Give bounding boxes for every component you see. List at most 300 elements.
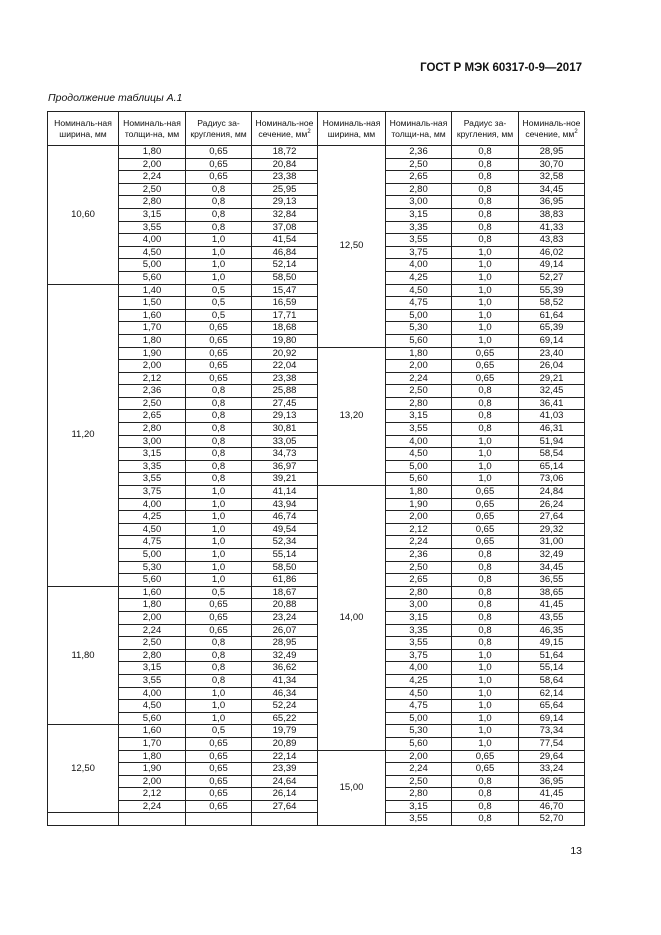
left-radius-cell: 0,5 xyxy=(186,309,252,322)
left-thickness-cell: 1,60 xyxy=(119,725,186,738)
table-row xyxy=(48,473,585,486)
table-row xyxy=(48,171,585,184)
right-radius-cell: 0,8 xyxy=(452,561,519,574)
left-thickness-cell: 1,60 xyxy=(119,309,186,322)
left-thickness-cell: 2,80 xyxy=(119,649,186,662)
left-section-cell: 23,24 xyxy=(252,611,318,624)
left-thickness-cell: 2,12 xyxy=(119,788,186,801)
table-row xyxy=(48,536,585,549)
table-row xyxy=(48,460,585,473)
right-thickness-cell: 2,80 xyxy=(386,586,452,599)
right-radius-cell: 1,0 xyxy=(452,725,519,738)
right-section-cell: 32,58 xyxy=(519,171,585,184)
left-thickness-cell: 4,00 xyxy=(119,498,186,511)
right-section-cell: 61,64 xyxy=(519,309,585,322)
left-section-cell: 34,73 xyxy=(252,448,318,461)
left-thickness-cell: 2,50 xyxy=(119,183,186,196)
left-radius-cell: 0,65 xyxy=(186,775,252,788)
left-radius-cell: 1,0 xyxy=(186,712,252,725)
left-thickness-cell: 4,50 xyxy=(119,523,186,536)
left-radius-cell: 0,65 xyxy=(186,750,252,763)
left-thickness-cell: 1,50 xyxy=(119,297,186,310)
right-thickness-cell: 3,55 xyxy=(386,234,452,247)
right-thickness-cell: 4,50 xyxy=(386,284,452,297)
left-thickness-cell: 3,35 xyxy=(119,460,186,473)
right-thickness-cell: 2,24 xyxy=(386,536,452,549)
right-section-cell: 27,64 xyxy=(519,511,585,524)
left-section-cell: 27,64 xyxy=(252,800,318,813)
left-radius-cell: 1,0 xyxy=(186,271,252,284)
left-radius-cell: 0,8 xyxy=(186,196,252,209)
table-row xyxy=(48,687,585,700)
right-thickness-cell: 4,25 xyxy=(386,674,452,687)
left-radius-cell: 0,65 xyxy=(186,334,252,347)
right-radius-cell: 1,0 xyxy=(452,649,519,662)
right-radius-cell: 0,8 xyxy=(452,611,519,624)
left-thickness-cell: 3,55 xyxy=(119,473,186,486)
left-thickness-cell: 2,24 xyxy=(119,800,186,813)
right-section-cell: 36,95 xyxy=(519,196,585,209)
right-width-cell: 13,20 xyxy=(318,347,386,486)
right-section-cell: 34,45 xyxy=(519,183,585,196)
left-width-cell: 11,20 xyxy=(48,284,119,586)
page-number: 13 xyxy=(570,845,582,857)
right-thickness-cell: 4,75 xyxy=(386,700,452,713)
right-section-cell: 77,54 xyxy=(519,737,585,750)
table-row xyxy=(48,674,585,687)
left-thickness-cell: 2,00 xyxy=(119,611,186,624)
header-thickness-right: Номиналь-ная толщи-на, мм xyxy=(386,112,452,146)
right-thickness-cell: 2,65 xyxy=(386,171,452,184)
table-row xyxy=(48,712,585,725)
left-section-cell: 20,88 xyxy=(252,599,318,612)
left-thickness-cell: 2,50 xyxy=(119,397,186,410)
right-radius-cell: 0,8 xyxy=(452,549,519,562)
right-thickness-cell: 2,12 xyxy=(386,523,452,536)
right-section-cell: 52,70 xyxy=(519,813,585,826)
right-thickness-cell: 3,00 xyxy=(386,196,452,209)
document-code: ГОСТ Р МЭК 60317-0-9—2017 xyxy=(420,62,582,74)
left-thickness-cell: 2,00 xyxy=(119,158,186,171)
right-thickness-cell: 4,00 xyxy=(386,435,452,448)
right-section-cell: 33,24 xyxy=(519,763,585,776)
left-section-cell: 18,72 xyxy=(252,146,318,159)
right-section-cell: 69,14 xyxy=(519,712,585,725)
right-radius-cell: 0,65 xyxy=(452,523,519,536)
right-thickness-cell: 2,50 xyxy=(386,385,452,398)
left-thickness-cell: 5,60 xyxy=(119,712,186,725)
left-thickness-cell: 1,80 xyxy=(119,599,186,612)
right-thickness-cell: 5,30 xyxy=(386,725,452,738)
left-radius-cell: 0,5 xyxy=(186,725,252,738)
left-section-cell: 37,08 xyxy=(252,221,318,234)
left-section-cell: 18,67 xyxy=(252,586,318,599)
table-row xyxy=(48,775,585,788)
right-thickness-cell: 5,60 xyxy=(386,737,452,750)
right-section-cell: 58,64 xyxy=(519,674,585,687)
right-section-cell: 69,14 xyxy=(519,334,585,347)
left-radius-cell: 1,0 xyxy=(186,700,252,713)
right-section-cell: 73,06 xyxy=(519,473,585,486)
right-radius-cell: 0,65 xyxy=(452,486,519,499)
right-radius-cell: 0,8 xyxy=(452,397,519,410)
right-section-cell: 46,70 xyxy=(519,800,585,813)
left-radius-cell: 0,8 xyxy=(186,183,252,196)
dimensions-table xyxy=(47,111,585,826)
left-section-cell: 23,39 xyxy=(252,763,318,776)
table-row xyxy=(48,423,585,436)
right-radius-cell: 0,8 xyxy=(452,234,519,247)
left-radius-cell: 0,65 xyxy=(186,360,252,373)
left-section-cell: 46,84 xyxy=(252,246,318,259)
right-radius-cell: 0,8 xyxy=(452,813,519,826)
right-section-cell: 51,94 xyxy=(519,435,585,448)
header-width-left: Номиналь-ная ширина, мм xyxy=(48,112,119,146)
right-thickness-cell: 4,00 xyxy=(386,259,452,272)
left-radius-cell: 0,65 xyxy=(186,146,252,159)
left-radius-cell: 1,0 xyxy=(186,234,252,247)
table-row xyxy=(48,146,585,159)
right-radius-cell: 0,8 xyxy=(452,410,519,423)
left-radius-cell: 0,8 xyxy=(186,397,252,410)
left-radius-cell: 0,8 xyxy=(186,423,252,436)
left-section-cell: 22,14 xyxy=(252,750,318,763)
right-section-cell: 26,24 xyxy=(519,498,585,511)
right-section-cell: 29,32 xyxy=(519,523,585,536)
table-row xyxy=(48,611,585,624)
left-section-cell: 19,80 xyxy=(252,334,318,347)
table-row xyxy=(48,297,585,310)
left-section-cell: 52,14 xyxy=(252,259,318,272)
left-section-cell: 39,21 xyxy=(252,473,318,486)
left-thickness-cell: 1,60 xyxy=(119,586,186,599)
right-thickness-cell: 2,80 xyxy=(386,397,452,410)
right-section-cell: 38,83 xyxy=(519,208,585,221)
right-thickness-cell: 2,24 xyxy=(386,372,452,385)
left-thickness-cell: 5,60 xyxy=(119,271,186,284)
right-thickness-cell: 1,90 xyxy=(386,498,452,511)
right-radius-cell: 1,0 xyxy=(452,435,519,448)
left-radius-cell: 0,8 xyxy=(186,637,252,650)
right-thickness-cell: 5,00 xyxy=(386,460,452,473)
right-thickness-cell: 2,50 xyxy=(386,775,452,788)
right-thickness-cell: 3,15 xyxy=(386,611,452,624)
left-radius-cell: 0,65 xyxy=(186,611,252,624)
left-radius-cell: 0,8 xyxy=(186,448,252,461)
table-row xyxy=(48,662,585,675)
table-row xyxy=(48,561,585,574)
table-caption: Продолжение таблицы А.1 xyxy=(48,92,183,104)
left-thickness-cell: 3,15 xyxy=(119,662,186,675)
right-radius-cell: 1,0 xyxy=(452,297,519,310)
left-radius-cell: 0,8 xyxy=(186,662,252,675)
right-section-cell: 24,84 xyxy=(519,486,585,499)
left-radius-cell: 0,65 xyxy=(186,372,252,385)
right-section-cell: 36,41 xyxy=(519,397,585,410)
right-radius-cell: 0,8 xyxy=(452,385,519,398)
right-section-cell: 32,45 xyxy=(519,385,585,398)
left-thickness-cell: 4,25 xyxy=(119,511,186,524)
left-section-cell: 23,38 xyxy=(252,372,318,385)
left-section-cell: 26,14 xyxy=(252,788,318,801)
left-thickness-cell: 5,00 xyxy=(119,549,186,562)
left-radius-cell: 1,0 xyxy=(186,561,252,574)
right-section-cell: 46,35 xyxy=(519,624,585,637)
left-radius-cell: 0,5 xyxy=(186,586,252,599)
left-section-cell: 15,47 xyxy=(252,284,318,297)
left-thickness-cell: 1,70 xyxy=(119,737,186,750)
table-row xyxy=(48,385,585,398)
table-row xyxy=(48,523,585,536)
left-thickness-cell: 2,50 xyxy=(119,637,186,650)
right-radius-cell: 1,0 xyxy=(452,662,519,675)
right-radius-cell: 1,0 xyxy=(452,246,519,259)
left-thickness-cell: 2,80 xyxy=(119,196,186,209)
right-section-cell: 62,14 xyxy=(519,687,585,700)
left-section-cell: 55,14 xyxy=(252,549,318,562)
left-section-cell: 20,92 xyxy=(252,347,318,360)
right-section-cell: 43,55 xyxy=(519,611,585,624)
table-row xyxy=(48,763,585,776)
left-thickness-cell: 5,00 xyxy=(119,259,186,272)
left-section-cell: 36,97 xyxy=(252,460,318,473)
left-section-cell: 46,34 xyxy=(252,687,318,700)
right-thickness-cell: 2,80 xyxy=(386,788,452,801)
left-radius-cell: 1,0 xyxy=(186,511,252,524)
left-section-cell: 36,62 xyxy=(252,662,318,675)
left-radius-cell: 0,65 xyxy=(186,763,252,776)
table-row xyxy=(48,360,585,373)
right-radius-cell: 0,8 xyxy=(452,208,519,221)
left-radius-cell: 0,65 xyxy=(186,737,252,750)
right-section-cell: 58,54 xyxy=(519,448,585,461)
table-row xyxy=(48,271,585,284)
right-thickness-cell: 2,50 xyxy=(386,561,452,574)
table-row xyxy=(48,725,585,738)
left-thickness-cell: 3,15 xyxy=(119,208,186,221)
left-thickness-cell: 4,00 xyxy=(119,234,186,247)
right-thickness-cell: 3,00 xyxy=(386,599,452,612)
right-section-cell: 58,52 xyxy=(519,297,585,310)
right-radius-cell: 0,65 xyxy=(452,360,519,373)
left-thickness-cell: 4,75 xyxy=(119,536,186,549)
table-row xyxy=(48,448,585,461)
header-section-right: Номиналь-ное сечение, $мм^2$ xyxy=(519,112,585,146)
right-radius-cell: 0,8 xyxy=(452,158,519,171)
left-thickness-cell: 1,90 xyxy=(119,347,186,360)
table-row xyxy=(48,435,585,448)
table-row xyxy=(48,259,585,272)
right-section-cell: 51,64 xyxy=(519,649,585,662)
left-thickness-cell: 2,36 xyxy=(119,385,186,398)
left-radius-cell: 1,0 xyxy=(186,549,252,562)
left-section-cell: 30,81 xyxy=(252,423,318,436)
right-thickness-cell: 2,50 xyxy=(386,158,452,171)
left-radius-cell: 1,0 xyxy=(186,498,252,511)
left-thickness-cell: 3,55 xyxy=(119,221,186,234)
left-section-cell: 41,34 xyxy=(252,674,318,687)
left-radius-cell: 0,8 xyxy=(186,410,252,423)
left-section-cell: 29,13 xyxy=(252,196,318,209)
right-section-cell: 46,31 xyxy=(519,423,585,436)
left-section-cell: 28,95 xyxy=(252,637,318,650)
right-thickness-cell: 3,15 xyxy=(386,800,452,813)
left-thickness-cell: 2,00 xyxy=(119,775,186,788)
right-radius-cell: 0,8 xyxy=(452,574,519,587)
right-thickness-cell: 1,80 xyxy=(386,486,452,499)
left-section-cell: 61,86 xyxy=(252,574,318,587)
left-thickness-cell: 4,50 xyxy=(119,700,186,713)
left-radius-cell: 1,0 xyxy=(186,246,252,259)
left-radius-cell: 0,5 xyxy=(186,284,252,297)
right-section-cell: 49,15 xyxy=(519,637,585,650)
right-section-cell: 55,39 xyxy=(519,284,585,297)
table-row xyxy=(48,624,585,637)
right-section-cell: 36,55 xyxy=(519,574,585,587)
header-width-right: Номиналь-ная ширина, мм xyxy=(318,112,386,146)
left-thickness-cell: 5,60 xyxy=(119,574,186,587)
left-section-cell: 23,38 xyxy=(252,171,318,184)
left-radius-cell: 0,8 xyxy=(186,221,252,234)
left-radius-cell: 0,65 xyxy=(186,788,252,801)
left-section-cell: 49,54 xyxy=(252,523,318,536)
right-radius-cell: 0,8 xyxy=(452,171,519,184)
right-thickness-cell: 5,00 xyxy=(386,309,452,322)
table-row xyxy=(48,486,585,499)
left-section-cell: 17,71 xyxy=(252,309,318,322)
table-row xyxy=(48,234,585,247)
right-thickness-cell: 5,60 xyxy=(386,334,452,347)
right-section-cell: 28,95 xyxy=(519,146,585,159)
table-row xyxy=(48,700,585,713)
table-row xyxy=(48,511,585,524)
right-radius-cell: 1,0 xyxy=(452,460,519,473)
left-radius-cell: 0,8 xyxy=(186,674,252,687)
right-radius-cell: 0,65 xyxy=(452,498,519,511)
left-radius-cell: 0,65 xyxy=(186,599,252,612)
right-thickness-cell: 4,50 xyxy=(386,448,452,461)
left-thickness-cell: 3,15 xyxy=(119,448,186,461)
table-row xyxy=(48,637,585,650)
right-thickness-cell: 3,75 xyxy=(386,246,452,259)
right-thickness-cell: 4,75 xyxy=(386,297,452,310)
right-section-cell: 38,65 xyxy=(519,586,585,599)
left-radius-cell: 0,8 xyxy=(186,460,252,473)
left-thickness-cell: 5,30 xyxy=(119,561,186,574)
left-thickness-cell: 2,80 xyxy=(119,423,186,436)
right-thickness-cell: 3,15 xyxy=(386,208,452,221)
left-section-cell: 58,50 xyxy=(252,561,318,574)
left-section-cell: 18,68 xyxy=(252,322,318,335)
table-row xyxy=(48,334,585,347)
left-thickness-cell: 2,24 xyxy=(119,171,186,184)
right-section-cell: 41,03 xyxy=(519,410,585,423)
left-radius-cell: 0,65 xyxy=(186,158,252,171)
right-thickness-cell: 3,55 xyxy=(386,637,452,650)
right-radius-cell: 0,65 xyxy=(452,763,519,776)
table-row xyxy=(48,649,585,662)
right-radius-cell: 1,0 xyxy=(452,334,519,347)
left-width-cell: 10,60 xyxy=(48,146,119,285)
right-thickness-cell: 5,60 xyxy=(386,473,452,486)
left-thickness-cell: 4,00 xyxy=(119,687,186,700)
right-thickness-cell: 3,75 xyxy=(386,649,452,662)
left-thickness-cell: 2,12 xyxy=(119,372,186,385)
table-row xyxy=(48,549,585,562)
right-thickness-cell: 4,50 xyxy=(386,687,452,700)
right-section-cell: 41,45 xyxy=(519,599,585,612)
right-thickness-cell: 4,00 xyxy=(386,662,452,675)
right-section-cell: 73,34 xyxy=(519,725,585,738)
right-section-cell: 26,04 xyxy=(519,360,585,373)
table-row xyxy=(48,410,585,423)
right-radius-cell: 1,0 xyxy=(452,322,519,335)
table-row xyxy=(48,246,585,259)
table-row xyxy=(48,586,585,599)
right-radius-cell: 1,0 xyxy=(452,674,519,687)
right-section-cell: 65,14 xyxy=(519,460,585,473)
right-thickness-cell: 3,35 xyxy=(386,624,452,637)
table-row xyxy=(48,788,585,801)
right-thickness-cell: 2,00 xyxy=(386,360,452,373)
left-radius-cell: 1,0 xyxy=(186,523,252,536)
left-radius-cell: 0,8 xyxy=(186,473,252,486)
left-section-cell: 24,64 xyxy=(252,775,318,788)
table-row xyxy=(48,183,585,196)
left-section-cell: 22,04 xyxy=(252,360,318,373)
header-section-left: Номиналь-ное сечение, $мм^2$ xyxy=(252,112,318,146)
header-radius-right: Радиус за-кругления, мм xyxy=(452,112,519,146)
left-thickness-cell: 1,80 xyxy=(119,334,186,347)
table-row xyxy=(48,309,585,322)
left-section-cell: 27,45 xyxy=(252,397,318,410)
table-row xyxy=(48,813,585,826)
left-thickness-cell: 1,90 xyxy=(119,763,186,776)
left-thickness-cell: 3,75 xyxy=(119,486,186,499)
left-section-cell: 52,24 xyxy=(252,700,318,713)
left-radius-cell: 1,0 xyxy=(186,536,252,549)
left-thickness-cell: 3,00 xyxy=(119,435,186,448)
right-radius-cell: 0,8 xyxy=(452,221,519,234)
right-section-cell: 29,21 xyxy=(519,372,585,385)
left-section-cell: 20,89 xyxy=(252,737,318,750)
right-radius-cell: 0,65 xyxy=(452,347,519,360)
left-section-cell: 25,88 xyxy=(252,385,318,398)
left-radius-cell: 0,65 xyxy=(186,800,252,813)
right-section-cell: 34,45 xyxy=(519,561,585,574)
left-section-cell: 52,34 xyxy=(252,536,318,549)
right-radius-cell: 0,65 xyxy=(452,372,519,385)
left-section-cell: 65,22 xyxy=(252,712,318,725)
left-section-cell: 26,07 xyxy=(252,624,318,637)
left-radius-cell: 1,0 xyxy=(186,486,252,499)
right-section-cell: 31,00 xyxy=(519,536,585,549)
table-row xyxy=(48,498,585,511)
right-radius-cell: 1,0 xyxy=(452,700,519,713)
left-thickness-cell: 1,70 xyxy=(119,322,186,335)
right-thickness-cell: 3,35 xyxy=(386,221,452,234)
table-row xyxy=(48,221,585,234)
left-section-cell: 41,14 xyxy=(252,486,318,499)
right-radius-cell: 0,8 xyxy=(452,637,519,650)
right-radius-cell: 1,0 xyxy=(452,259,519,272)
table-row xyxy=(48,196,585,209)
table-row xyxy=(48,347,585,360)
left-radius-cell: 1,0 xyxy=(186,574,252,587)
left-thickness-cell: 2,65 xyxy=(119,410,186,423)
left-thickness-cell: 3,55 xyxy=(119,674,186,687)
table-row xyxy=(48,750,585,763)
